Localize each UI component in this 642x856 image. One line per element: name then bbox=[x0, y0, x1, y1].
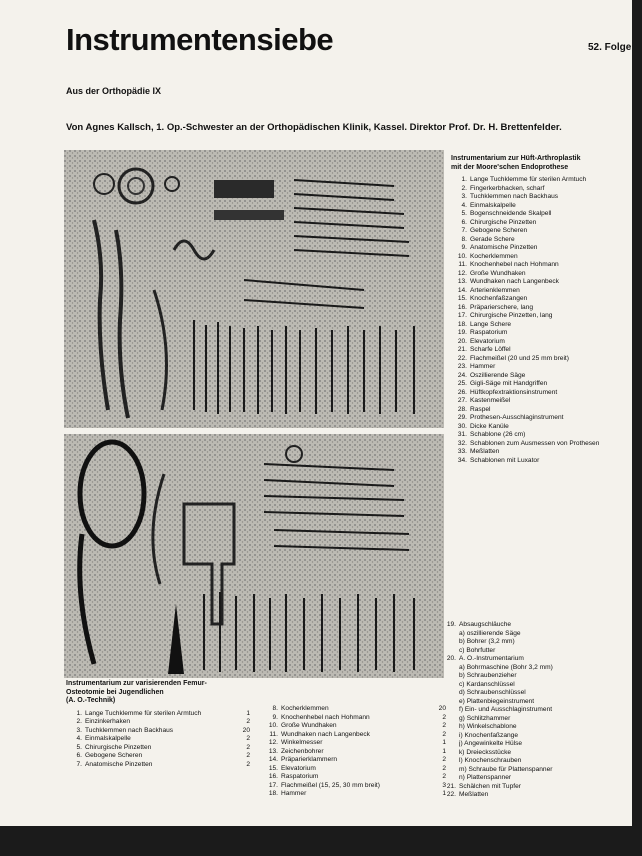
item-text: Scharfe Löffel bbox=[470, 346, 511, 353]
item-text: Fingerkerbhacken, scharf bbox=[470, 184, 545, 192]
item-number: 2. bbox=[461, 184, 467, 192]
item-text: Winkelmesser bbox=[281, 739, 323, 746]
item-quantity: 2 bbox=[246, 735, 250, 742]
item-number: 7. bbox=[461, 227, 467, 234]
item-text: Raspatorium bbox=[281, 773, 319, 780]
item-number: 6. bbox=[76, 752, 82, 759]
item-number bbox=[440, 664, 459, 673]
item-number: 6. bbox=[461, 218, 467, 226]
list-item bbox=[451, 304, 627, 313]
list-item bbox=[262, 773, 446, 782]
item-text: Chirurgische Pinzetten bbox=[470, 218, 537, 226]
list-item bbox=[451, 270, 627, 279]
list-item bbox=[66, 752, 250, 761]
item-number: 13. bbox=[268, 747, 278, 755]
item-text: Wundhaken nach Langenbeck bbox=[470, 278, 559, 285]
item-quantity: 2 bbox=[442, 722, 446, 729]
item-text: f) Ein- und Ausschlaginstrument bbox=[459, 706, 553, 713]
item-number: 19. bbox=[457, 329, 467, 336]
list-item bbox=[451, 185, 627, 194]
list-item bbox=[451, 312, 627, 321]
item-number: 14. bbox=[457, 286, 467, 294]
item-text: i) Knochenfaßzange bbox=[459, 731, 519, 739]
item-text: d) Schraubenschlüssel bbox=[459, 689, 526, 696]
list-item bbox=[451, 423, 627, 432]
item-number: 9. bbox=[461, 244, 467, 251]
item-number bbox=[440, 647, 459, 656]
femur-instrument-list-continued bbox=[262, 705, 446, 799]
item-text: Raspel bbox=[470, 405, 491, 413]
item-text: Hammer bbox=[470, 363, 496, 370]
item-number: 1. bbox=[461, 176, 467, 183]
list-item bbox=[451, 210, 627, 219]
list-item bbox=[451, 244, 627, 253]
item-text: Einzinkerhaken bbox=[85, 718, 131, 725]
item-number: 8. bbox=[272, 705, 278, 712]
item-number: 5. bbox=[461, 210, 467, 217]
item-number: 9. bbox=[272, 713, 278, 721]
item-quantity: 2 bbox=[442, 730, 446, 738]
item-text: Gebogene Scheren bbox=[470, 227, 528, 234]
item-number: 14. bbox=[268, 756, 278, 763]
item-text: Lange Tuchklemme für sterilen Armtuch bbox=[85, 709, 202, 717]
item-number bbox=[440, 681, 459, 690]
item-number: 22. bbox=[446, 791, 456, 798]
list-item bbox=[451, 372, 627, 381]
item-text: Zeichenbohrer bbox=[281, 747, 324, 755]
list-item bbox=[451, 440, 627, 449]
item-number bbox=[440, 630, 459, 639]
item-text: n) Plattenspanner bbox=[459, 774, 512, 781]
list-title: Instrumentarium zur varisierenden Femur- bbox=[66, 680, 207, 687]
list-item bbox=[451, 380, 627, 389]
list-item bbox=[66, 735, 250, 744]
item-number: 19. bbox=[446, 621, 456, 628]
item-number: 15. bbox=[268, 764, 278, 772]
list-item bbox=[440, 723, 630, 732]
item-number: 27. bbox=[457, 397, 467, 404]
list-item bbox=[451, 193, 627, 202]
item-number: 20. bbox=[457, 337, 467, 345]
item-quantity: 1 bbox=[442, 739, 446, 746]
list-item bbox=[66, 727, 250, 736]
item-number: 2. bbox=[76, 718, 82, 725]
item-number: 25. bbox=[457, 380, 467, 387]
author-byline: Von Agnes Kallsch, 1. Op.-Schwester an der Orthopädischen Klinik, Kassel. Direktor Prof. Dr. H. Brettenfelder. bbox=[66, 122, 562, 133]
list-item bbox=[262, 714, 446, 723]
item-text: e) Plattenbiegeinstrument bbox=[459, 697, 535, 705]
list-subtitle: mit der Moore'schen Endoprothese bbox=[451, 163, 569, 171]
list-item bbox=[451, 219, 627, 228]
list-item bbox=[440, 740, 630, 749]
item-text: Hammer bbox=[281, 790, 307, 797]
instrument-tray-photo-hip bbox=[64, 150, 444, 428]
item-number: 22. bbox=[457, 354, 467, 362]
item-number: 12. bbox=[268, 739, 278, 746]
item-quantity: 1 bbox=[442, 790, 446, 797]
item-text: A. O.-Instrumentarium bbox=[459, 655, 524, 662]
item-text: Kastenmeißel bbox=[470, 397, 511, 404]
item-number: 11. bbox=[458, 261, 467, 268]
item-number: 23. bbox=[457, 363, 467, 370]
item-text: a) Bohrmaschine (Bohr 3,2 mm) bbox=[459, 663, 553, 671]
item-text: Präparierklammern bbox=[281, 756, 338, 763]
item-text: Einmalskalpelle bbox=[85, 735, 131, 742]
item-number: 4. bbox=[461, 201, 467, 209]
list-item bbox=[451, 346, 627, 355]
item-number: 7. bbox=[76, 760, 82, 768]
item-number bbox=[440, 638, 459, 647]
list-item bbox=[451, 355, 627, 364]
item-text: Elevatorium bbox=[281, 764, 316, 772]
item-text: j) Angewinkelte Hülse bbox=[459, 740, 523, 747]
list-item bbox=[440, 689, 630, 698]
item-text: b) Bohrer (3,2 mm) bbox=[459, 638, 515, 645]
item-text: Meßlatten bbox=[459, 791, 489, 798]
list-item bbox=[440, 749, 630, 758]
list-item bbox=[440, 774, 630, 783]
list-item bbox=[451, 295, 627, 304]
item-text: Knochenhebel nach Hohmann bbox=[281, 713, 370, 721]
item-number: 17. bbox=[457, 312, 467, 319]
item-number: 34. bbox=[457, 456, 467, 464]
item-number: 11. bbox=[269, 730, 278, 738]
list-item bbox=[262, 748, 446, 757]
list-item bbox=[440, 791, 630, 800]
item-number: 17. bbox=[268, 781, 278, 789]
list-item bbox=[440, 757, 630, 766]
list-item bbox=[440, 621, 630, 630]
item-quantity: 1 bbox=[246, 709, 250, 717]
item-text: Kocherklemmen bbox=[281, 705, 329, 712]
item-number: 31. bbox=[457, 431, 467, 438]
item-number: 18. bbox=[268, 790, 278, 797]
item-text: Gebogene Scheren bbox=[85, 752, 143, 759]
item-number: 32. bbox=[457, 439, 467, 447]
item-quantity: 2 bbox=[246, 743, 250, 751]
item-text: Anatomische Pinzetten bbox=[470, 244, 538, 251]
item-quantity: 20 bbox=[438, 705, 446, 712]
list-item bbox=[440, 706, 630, 715]
item-number: 16. bbox=[268, 773, 278, 780]
list-item bbox=[440, 681, 630, 690]
list-item bbox=[451, 329, 627, 338]
item-number: 10. bbox=[268, 722, 278, 729]
list-item bbox=[262, 790, 446, 799]
list-item bbox=[66, 744, 250, 753]
list-subtitle: (A. O.-Technik) bbox=[66, 697, 116, 704]
item-text: k) Dreiecksstücke bbox=[459, 748, 512, 756]
item-text: Hüftkopfextraktionsinstrument bbox=[470, 388, 558, 396]
series-label: 52. Folge bbox=[588, 42, 632, 53]
item-text: Gigli-Säge mit Handgriffen bbox=[470, 380, 548, 387]
item-quantity: 1 bbox=[442, 747, 446, 755]
item-text: l) Knochenschrauben bbox=[459, 757, 522, 764]
item-text: g) Schlitzhammer bbox=[459, 714, 511, 722]
item-text: Schablone (26 cm) bbox=[470, 431, 526, 438]
item-quantity: 2 bbox=[442, 764, 446, 772]
item-number: 13. bbox=[457, 278, 467, 285]
item-text: Große Wundhaken bbox=[470, 269, 526, 277]
item-text: c) Kardanschlüssel bbox=[459, 680, 515, 688]
instrument-tray-photo-femur bbox=[64, 434, 444, 678]
list-item bbox=[440, 655, 630, 664]
list-item bbox=[440, 630, 630, 639]
list-item bbox=[262, 705, 446, 714]
item-quantity: 2 bbox=[442, 773, 446, 780]
list-item bbox=[451, 406, 627, 415]
item-text: Absaugschläuche bbox=[459, 621, 512, 628]
item-number: 1. bbox=[76, 709, 82, 717]
list-item bbox=[451, 202, 627, 211]
item-text: a) oszillierende Säge bbox=[459, 629, 521, 637]
list-item bbox=[440, 672, 630, 681]
item-number: 15. bbox=[457, 295, 467, 302]
item-quantity: 2 bbox=[246, 760, 250, 768]
list-item bbox=[440, 664, 630, 673]
item-number: 29. bbox=[457, 414, 467, 421]
item-quantity: 20 bbox=[242, 726, 250, 734]
item-number: 33. bbox=[457, 448, 467, 455]
hip-instrument-list-continued bbox=[440, 621, 630, 800]
item-text: Knochenhebel nach Hohmann bbox=[470, 261, 559, 268]
femur-instrument-list bbox=[66, 680, 250, 769]
item-text: Prothesen-Ausschlaginstrument bbox=[470, 414, 564, 421]
item-number: 16. bbox=[457, 303, 467, 311]
item-number: 21. bbox=[446, 782, 456, 790]
hip-instrument-list bbox=[451, 155, 627, 465]
item-text: Tuchklemmen nach Backhaus bbox=[470, 193, 559, 200]
page-title: Instrumentensiebe bbox=[66, 22, 334, 57]
list-item bbox=[262, 731, 446, 740]
item-text: Chirurgische Pinzetten, lang bbox=[470, 312, 553, 319]
list-item bbox=[451, 227, 627, 236]
list-item bbox=[451, 253, 627, 262]
list-item bbox=[440, 698, 630, 707]
item-quantity: 2 bbox=[246, 718, 250, 725]
list-item bbox=[262, 765, 446, 774]
item-text: Präparierschere, lang bbox=[470, 303, 534, 311]
list-item bbox=[262, 722, 446, 731]
item-text: Chirurgische Pinzetten bbox=[85, 743, 152, 751]
section-label: Aus der Orthopädie IX bbox=[66, 86, 162, 96]
item-number: 20. bbox=[446, 655, 456, 662]
item-number: 24. bbox=[457, 371, 467, 379]
item-text: Flachmeißel (15, 25, 30 mm breit) bbox=[281, 781, 380, 789]
list-item bbox=[451, 363, 627, 372]
item-text: Gerade Schere bbox=[470, 235, 515, 243]
item-text: Schälchen mit Tupfer bbox=[459, 782, 521, 790]
item-text: Meßlatten bbox=[470, 448, 500, 455]
item-number: 10. bbox=[457, 252, 467, 260]
item-text: Lange Tuchklemme für sterilen Armtuch bbox=[470, 176, 587, 183]
list-item bbox=[451, 448, 627, 457]
list-item bbox=[451, 176, 627, 185]
list-item bbox=[262, 756, 446, 765]
list-item bbox=[451, 397, 627, 406]
list-item bbox=[440, 766, 630, 775]
list-item bbox=[451, 278, 627, 287]
item-number: 3. bbox=[461, 193, 467, 200]
list-item bbox=[440, 647, 630, 656]
item-text: c) Bohrfutter bbox=[459, 646, 496, 654]
item-text: Tuchklemmen nach Backhaus bbox=[85, 726, 174, 734]
list-item bbox=[451, 261, 627, 270]
list-item bbox=[451, 287, 627, 296]
item-text: Elevatorium bbox=[470, 337, 505, 345]
list-item bbox=[440, 783, 630, 792]
item-text: Raspatorium bbox=[470, 329, 508, 336]
item-number: 30. bbox=[457, 422, 467, 430]
item-text: Einmalskalpelle bbox=[470, 201, 516, 209]
item-quantity: 2 bbox=[442, 713, 446, 721]
item-number: 18. bbox=[457, 320, 467, 328]
item-text: Lange Schere bbox=[470, 320, 512, 328]
item-number: 21. bbox=[457, 346, 467, 353]
item-number: 5. bbox=[76, 743, 82, 751]
list-item bbox=[451, 414, 627, 423]
item-text: Dicke Kanüle bbox=[470, 422, 509, 430]
item-text: Arterienklemmen bbox=[470, 286, 520, 294]
item-number: 3. bbox=[76, 726, 82, 734]
item-text: Knochenfaßzangen bbox=[470, 295, 528, 302]
list-item bbox=[451, 457, 627, 466]
item-text: Oszillierende Säge bbox=[470, 371, 526, 379]
item-text: Schablonen mit Luxator bbox=[470, 456, 540, 464]
list-title: Instrumentarium zur Hüft-Arthroplastik bbox=[451, 155, 581, 162]
item-text: b) Schraubenzieher bbox=[459, 672, 517, 679]
item-text: Bogenschneidende Skalpell bbox=[470, 210, 552, 217]
item-number: 12. bbox=[457, 269, 467, 277]
list-item bbox=[451, 389, 627, 398]
item-quantity: 2 bbox=[442, 756, 446, 763]
list-item bbox=[451, 321, 627, 330]
list-item bbox=[440, 732, 630, 741]
item-text: Wundhaken nach Langenbeck bbox=[281, 730, 370, 738]
item-text: Große Wundhaken bbox=[281, 722, 337, 729]
item-number bbox=[440, 672, 459, 681]
item-text: h) Winkelschablone bbox=[459, 723, 517, 730]
list-item bbox=[451, 431, 627, 440]
item-number: 8. bbox=[461, 235, 467, 243]
item-text: Schablonen zum Ausmessen von Prothesen bbox=[470, 439, 600, 447]
item-number: 28. bbox=[457, 405, 467, 413]
item-number: 4. bbox=[76, 735, 82, 742]
list-item bbox=[66, 710, 250, 719]
list-item bbox=[451, 236, 627, 245]
item-text: Kocherklemmen bbox=[470, 252, 518, 260]
item-number: 26. bbox=[457, 388, 467, 396]
list-item bbox=[440, 715, 630, 724]
item-text: m) Schraube für Plattenspanner bbox=[459, 765, 553, 773]
list-item bbox=[66, 718, 250, 727]
list-title-line2: Osteotomie bei Jugendlichen bbox=[66, 688, 164, 696]
item-quantity: 2 bbox=[246, 752, 250, 759]
list-item bbox=[66, 761, 250, 770]
item-text: Anatomische Pinzetten bbox=[85, 760, 153, 768]
item-text: Flachmeißel (20 und 25 mm breit) bbox=[470, 354, 569, 362]
list-item bbox=[440, 638, 630, 647]
list-item bbox=[451, 338, 627, 347]
item-quantity: 3 bbox=[442, 781, 446, 789]
list-item bbox=[262, 739, 446, 748]
list-item bbox=[262, 782, 446, 791]
item-number bbox=[440, 689, 459, 698]
